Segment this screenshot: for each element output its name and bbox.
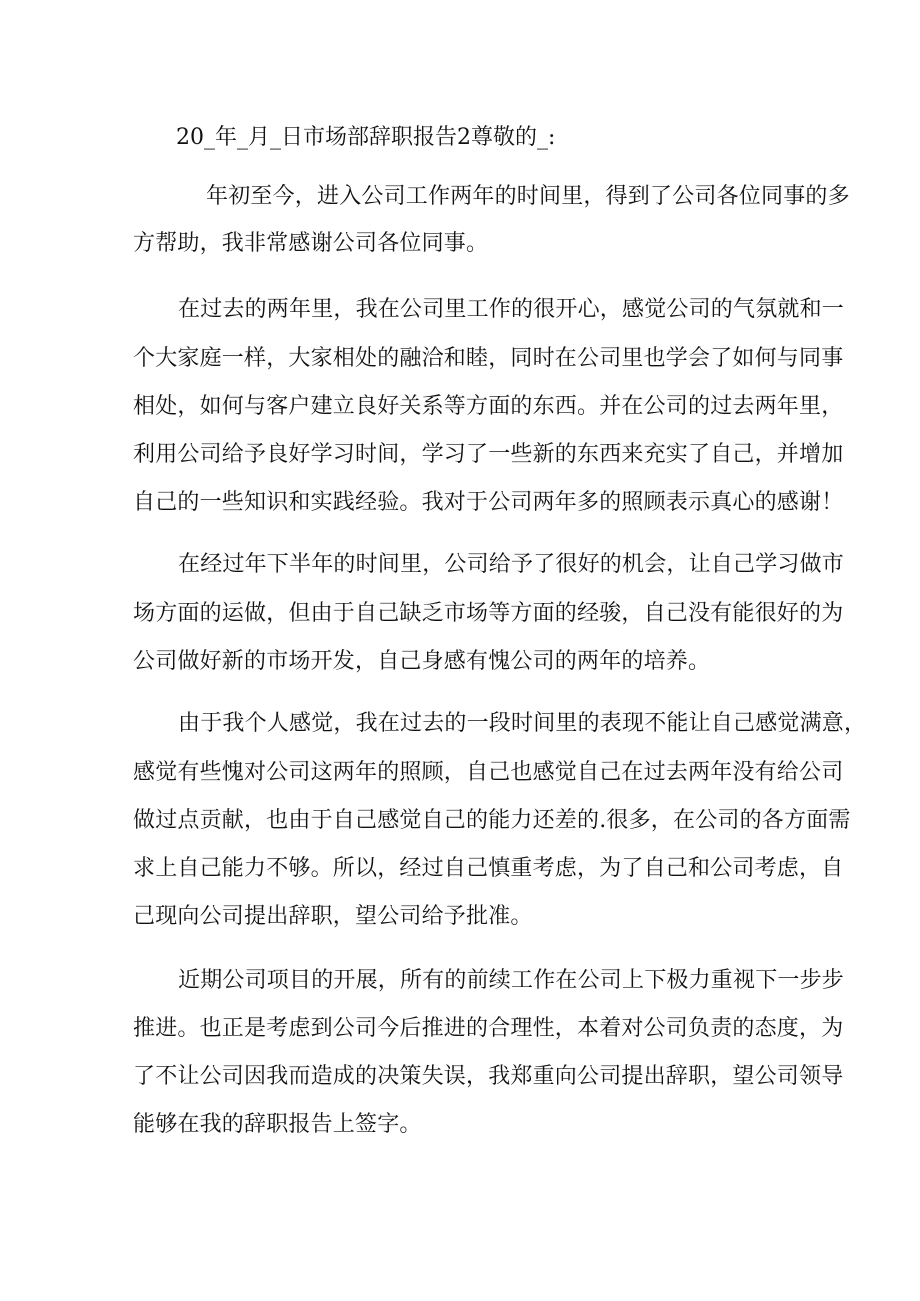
paragraph-3-line-2: 场方面的运做，但由于自己缺乏市场等方面的经骏，自己没有能很好的为: [133, 601, 844, 626]
paragraph-4-line-2: 感觉有些愧对公司这两年的照顾，自己也感觉自己在过去两年没有给公司: [133, 760, 844, 785]
paragraph-4-line-4: 求上自己能力不够。所以，经过自己慎重考虑，为了自己和公司考虑，自: [133, 856, 844, 881]
paragraph-3-line-3: 公司做好新的市场开发，自己身感有愧公司的两年的培养。: [133, 649, 711, 674]
paragraph-5-line-1: 近期公司项目的开展，所有的前续工作在公司上下极力重视下一步步: [178, 968, 845, 993]
paragraph-2-line-1: 在过去的两年里，我在公司里工作的很开心，感觉公司的气氛就和一: [178, 297, 845, 322]
paragraph-2-line-4: 利用公司给予良好学习时间，学习了一些新的东西来充实了自己，并增加: [133, 442, 844, 467]
paragraph-1-line-1: 年初至今，进入公司工作两年的时间里，得到了公司各位同事的多: [206, 184, 850, 209]
paragraph-3-line-1: 在经过年下半年的时间里，公司给予了很好的机会，让自己学习做市: [178, 552, 845, 577]
paragraph-2-line-5: 自己的一些知识和实践经验。我对于公司两年多的照顾表示真心的感谢！: [133, 490, 844, 515]
paragraph-5-line-2: 推进。也正是考虑到公司今后推进的合理性，本着对公司负责的态度，为: [133, 1016, 844, 1041]
letter-heading: 20_年_月_日市场部辞职报告2尊敬的_:: [176, 125, 556, 150]
paragraph-4-line-5: 己现向公司提出辞职，望公司给予批准。: [133, 904, 533, 929]
paragraph-1-line-2: 方帮助，我非常感谢公司各位同事。: [133, 231, 489, 256]
paragraph-2-line-3: 相处，如何与客户建立良好关系等方面的东西。并在公司的过去两年里，: [133, 394, 844, 419]
paragraph-4-line-3: 做过点贡献，也由于自己感觉自己的能力还差的.很多，在公司的各方面需: [133, 808, 851, 833]
paragraph-5-line-4: 能够在我的辞职报告上签字。: [133, 1112, 422, 1137]
paragraph-2-line-2: 个大家庭一样，大家相处的融洽和睦，同时在公司里也学会了如何与同事: [133, 346, 844, 371]
paragraph-5-line-3: 了不让公司因我而造成的决策失误，我郑重向公司提出辞职，望公司领导: [133, 1064, 844, 1089]
paragraph-4-line-1: 由于我个人感觉，我在过去的一段时间里的表现不能让自己感觉满意，: [178, 711, 867, 736]
